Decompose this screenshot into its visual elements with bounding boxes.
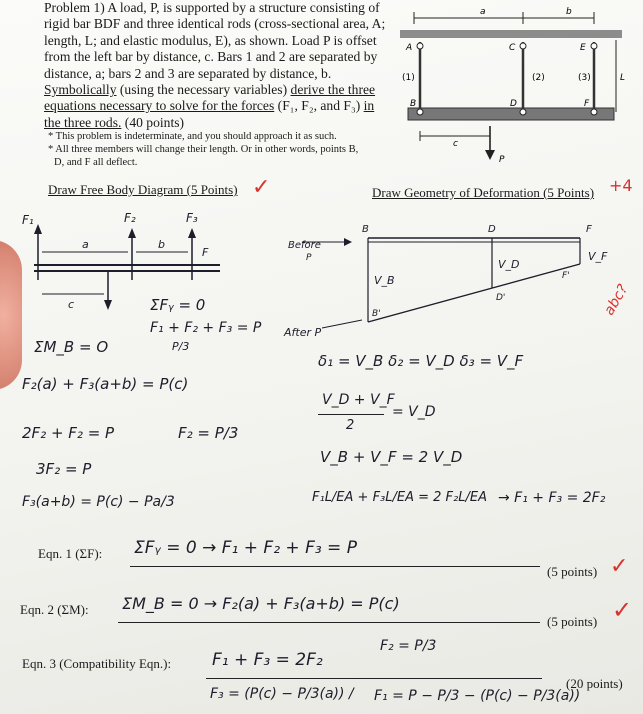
note-3: D, and F all deflect. — [54, 156, 138, 168]
underline-three-rods: the three rods. — [44, 114, 122, 130]
eq3-f1: F₁ = P − P/3 − (P(c) − P/3(a)) — [374, 688, 581, 704]
fig-label-c: c — [453, 139, 458, 149]
geom-label-Fp: F' — [562, 271, 570, 281]
fig-rigid-bar — [408, 108, 614, 120]
geom-avg-num: V_D + V_F — [322, 392, 395, 408]
fig-label-L: L — [620, 73, 626, 83]
eq2-check-mark: ✓ — [612, 596, 633, 624]
fbd-p-over-3: P/3 — [172, 340, 190, 353]
problem-line-5: distance, a; bars 2 and 3 are separated by distance, b. — [44, 65, 332, 81]
problem-line-4: from the left bar by distance, c. Bars 1 and 2 are separated by — [44, 49, 378, 65]
fbd-sum-mb: ΣM_B = O — [34, 338, 109, 356]
eq2-answer: ΣM_B = 0 → F₂(a) + F₃(a+b) = P(c) — [122, 594, 400, 613]
eq3-label: Eqn. 3 (Compatibility Eqn.): — [22, 656, 172, 671]
fbd-moment-eq: F₂(a) + F₃(a+b) = P(c) — [22, 375, 189, 393]
eq1-check-mark: ✓ — [610, 554, 629, 579]
fbd-moment-sub: F₃(a+b) = P(c) − Pa/3 — [22, 494, 175, 510]
fig-label-a: a — [480, 7, 486, 17]
fbd-sub2: 3F₂ = P — [36, 460, 92, 478]
geom-label-Bp: B' — [372, 309, 381, 319]
fig-label-F: F — [584, 99, 590, 109]
problem-line-6 — [44, 82, 394, 98]
underline-equations: equations necessary to solve for the forces — [44, 98, 275, 114]
geom-label-vD: V_D — [498, 258, 520, 271]
eq1-answer: ΣFᵧ = 0 → F₁ + F₂ + F₃ = P — [134, 538, 357, 558]
problem-figure — [398, 0, 643, 170]
fig-label-P: P — [499, 155, 505, 165]
eq2-label: Eqn. 2 (ΣM): — [20, 602, 89, 617]
fig-label-E: E — [580, 43, 586, 53]
forces-symbols: (F₁, F₂, and F₃) — [277, 98, 361, 114]
fig-label-C: C — [509, 43, 516, 53]
problem-points: (40 points) — [121, 114, 185, 130]
eq3-f3: F₃ = (P(c) − P/3(a)) / — [210, 686, 354, 702]
eq2-points: (5 points) — [547, 614, 598, 629]
fig-label-b: b — [566, 7, 572, 17]
eq3-f2: F₂ = P/3 — [380, 638, 437, 654]
note-1: * This problem is indeterminate, and you should approach it as such. — [48, 131, 337, 142]
fig-ceiling-beam — [400, 30, 622, 38]
geometry-sketch — [250, 218, 643, 338]
problem-line-1: Problem 1) A load, P, is supported by a structure consisting of — [44, 0, 380, 15]
underline-symbolically: Symbolically — [44, 82, 117, 98]
fbd-check-mark: ✓ — [252, 175, 271, 200]
fbd-label-b: b — [158, 238, 165, 251]
fbd-label-a: a — [82, 238, 89, 251]
fig-label-D: D — [510, 99, 517, 109]
fbd-label-F3: F₃ — [186, 211, 198, 225]
underline-derive: derive the three — [290, 82, 376, 98]
eq3-answer: F₁ + F₃ = 2F₂ — [212, 650, 323, 670]
fbd-sketch — [20, 210, 240, 310]
geom-result: → F₁ + F₃ = 2F₂ — [498, 490, 606, 506]
fbd-sub1: 2F₂ + F₂ = P — [22, 424, 115, 442]
geometry-grade-plus4: +4 — [609, 176, 633, 195]
geom-strain-eq: F₁L/EA + F₃L/EA = 2 F₂L/EA — [312, 490, 487, 505]
problem-line-7 — [44, 98, 394, 114]
eq3-points: (20 points) — [566, 676, 623, 691]
fbd-label-F2: F₂ — [124, 211, 136, 225]
geom-after: After P — [284, 326, 322, 338]
eq1-label: Eqn. 1 (ΣF): — [38, 546, 103, 561]
underline-in: in — [363, 98, 375, 114]
problem-notes — [48, 131, 398, 169]
problem-statement — [44, 0, 394, 131]
problem-line-3: length, L; and elastic modulus, E), as shown. Load P is offset — [44, 32, 377, 48]
fbd-label-c: c — [68, 298, 75, 310]
thumb — [0, 240, 22, 390]
geometry-grader-note: abc? — [601, 281, 632, 319]
geometry-section-title: Draw Geometry of Deformation (5 Points) — [372, 185, 595, 200]
geom-sum-v: V_B + V_F = 2 V_D — [320, 448, 463, 466]
note-2: * All three members will change their length. Or in other words, points B, — [48, 143, 359, 155]
eq1-points: (5 points) — [547, 564, 598, 579]
fbd-label-F1: F₁ — [22, 213, 34, 227]
fig-label-B: B — [410, 99, 417, 109]
geom-label-F: F — [586, 224, 592, 235]
geom-label-D: D — [488, 224, 496, 235]
geom-label-vB: V_B — [374, 274, 395, 287]
geom-deltas: δ₁ = V_B δ₂ = V_D δ₃ = V_F — [318, 352, 524, 370]
fbd-label-F: F — [202, 246, 209, 259]
fbd-f2-eq: F₂ = P/3 — [178, 424, 239, 442]
problem-line-2: rigid bar BDF and three identical rods (cross-sectional area, A; — [44, 16, 386, 32]
fbd-forces-sum: F₁ + F₂ + F₃ = P — [150, 320, 262, 336]
fig-label-rod3: (3) — [578, 73, 591, 83]
geom-avg-den: 2 — [346, 418, 355, 433]
geom-before-p: P — [306, 253, 312, 263]
fbd-section-title: Draw Free Body Diagram (5 Points) — [48, 182, 238, 197]
fig-label-A: A — [406, 43, 413, 53]
geom-label-Dp: D' — [496, 293, 506, 303]
geom-label-B: B — [362, 224, 369, 235]
geom-avg-rhs: = V_D — [392, 404, 436, 420]
geom-before: Before — [288, 240, 321, 251]
fig-label-rod2: (2) — [532, 73, 545, 83]
fig-label-rod1: (1) — [402, 73, 415, 83]
text-using-vars: (using the necessary variables) — [116, 82, 291, 98]
geom-label-vF: V_F — [588, 250, 608, 263]
problem-line-8 — [44, 115, 394, 131]
fbd-sum-fy: ΣFᵧ = 0 — [150, 296, 206, 314]
